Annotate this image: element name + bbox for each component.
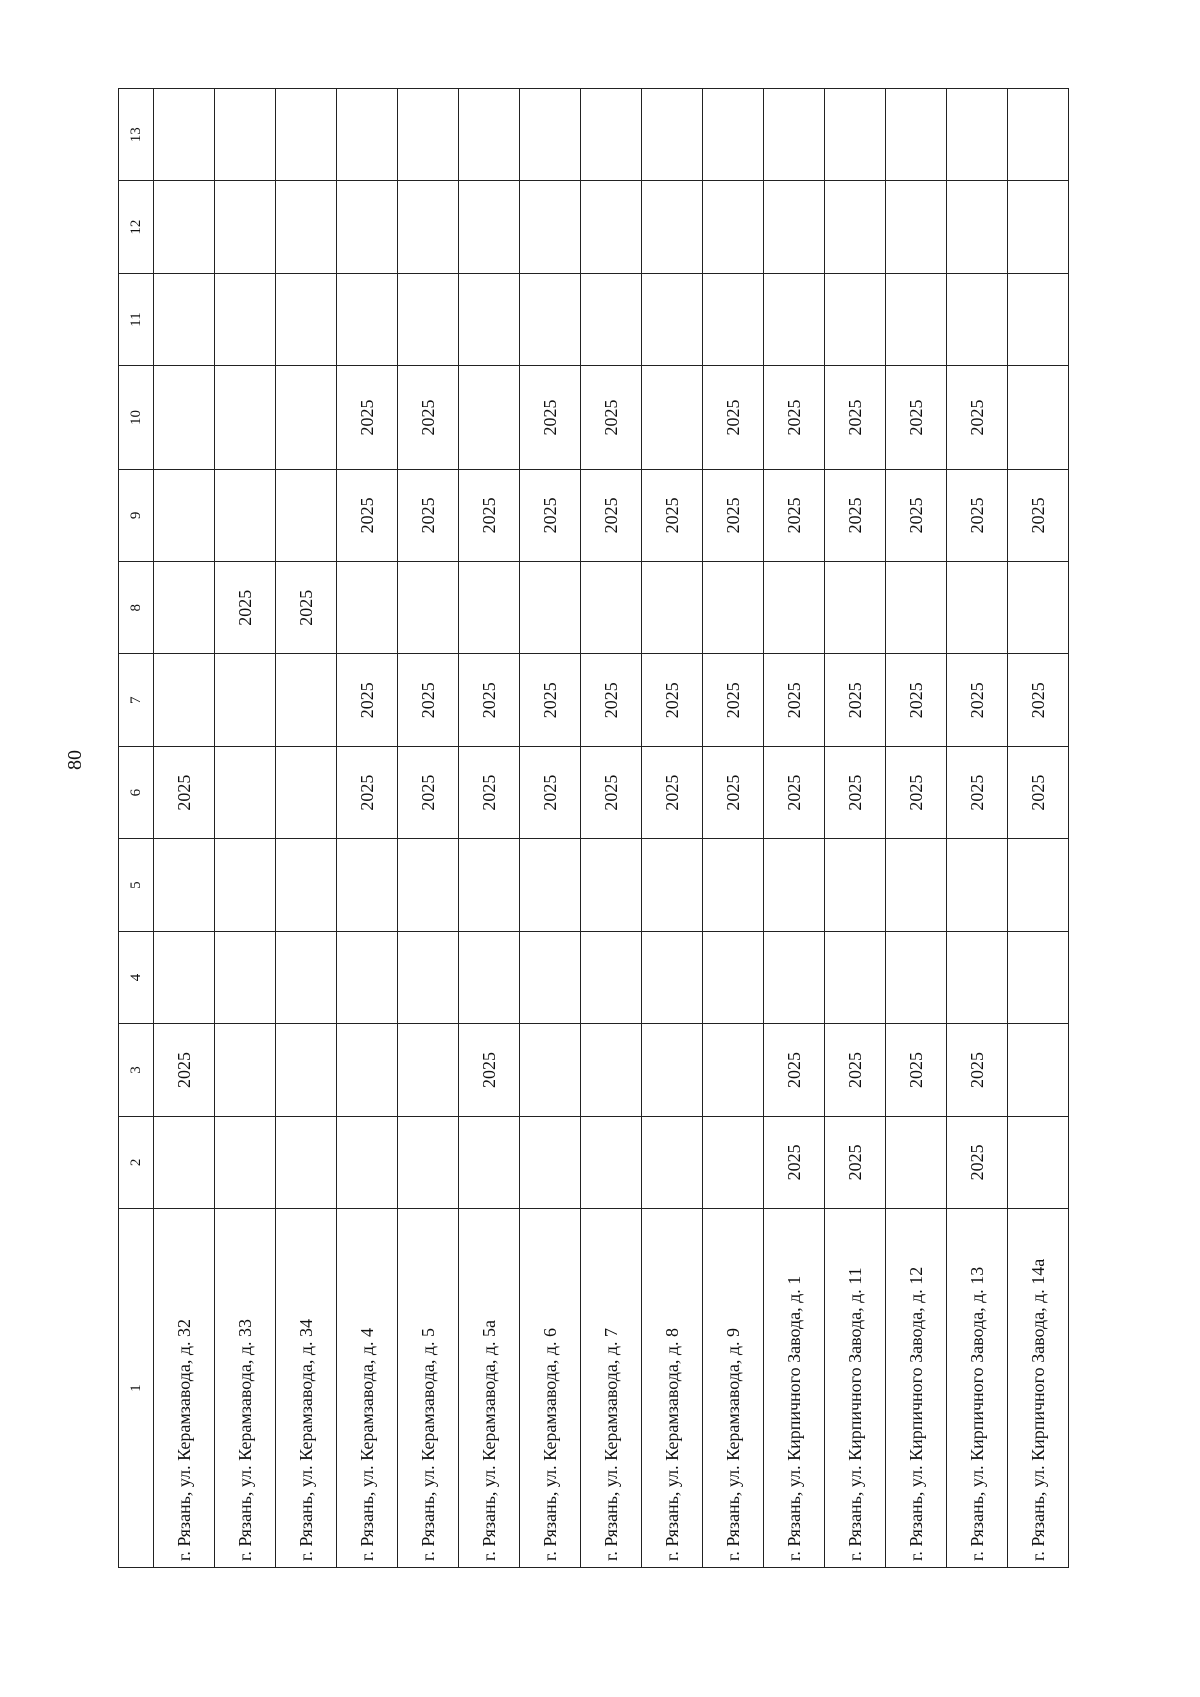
year-cell	[337, 273, 398, 365]
year-cell	[1008, 839, 1069, 931]
table-row	[1008, 89, 1069, 1568]
year-cell	[703, 1116, 764, 1208]
year-cell: 2025	[764, 746, 825, 838]
year-cell	[703, 931, 764, 1023]
year-cell	[459, 1116, 520, 1208]
year-cell	[1008, 1024, 1069, 1116]
year-cell	[459, 273, 520, 365]
year-cell: 2025	[276, 562, 337, 654]
year-cell	[276, 931, 337, 1023]
year-cell	[276, 181, 337, 273]
year-cell	[215, 654, 276, 746]
address-cell: г. Рязань, ул. Керамзавода, д. 33	[215, 1209, 276, 1568]
year-cell	[825, 931, 886, 1023]
year-cell	[642, 89, 703, 181]
address-cell: г. Рязань, ул. Керамзавода, д. 6	[520, 1209, 581, 1568]
column-header-2: 2	[119, 1116, 154, 1208]
year-cell	[337, 562, 398, 654]
year-cell	[215, 89, 276, 181]
year-cell	[947, 273, 1008, 365]
year-cell	[581, 89, 642, 181]
year-cell	[276, 1024, 337, 1116]
year-cell	[703, 181, 764, 273]
column-header-12: 12	[119, 181, 154, 273]
column-header-13: 13	[119, 89, 154, 181]
year-cell: 2025	[337, 654, 398, 746]
year-cell: 2025	[459, 746, 520, 838]
year-cell	[642, 273, 703, 365]
year-cell	[520, 562, 581, 654]
address-cell: г. Рязань, ул. Кирпичного Завода, д. 12	[886, 1209, 947, 1568]
year-cell: 2025	[581, 366, 642, 469]
year-cell	[154, 469, 215, 561]
year-cell	[764, 931, 825, 1023]
year-cell	[764, 89, 825, 181]
year-cell	[398, 1116, 459, 1208]
year-cell	[276, 1116, 337, 1208]
year-cell	[520, 1024, 581, 1116]
address-cell: г. Рязань, ул. Кирпичного Завода, д. 13	[947, 1209, 1008, 1568]
year-cell: 2025	[398, 366, 459, 469]
year-cell	[520, 181, 581, 273]
year-cell	[764, 181, 825, 273]
year-cell: 2025	[703, 366, 764, 469]
address-cell: г. Рязань, ул. Керамзавода, д. 4	[337, 1209, 398, 1568]
year-cell	[154, 562, 215, 654]
year-cell	[398, 931, 459, 1023]
year-cell: 2025	[337, 469, 398, 561]
column-header-10: 10	[119, 366, 154, 469]
year-cell: 2025	[947, 1024, 1008, 1116]
table-row	[276, 89, 337, 1568]
year-cell: 2025	[947, 654, 1008, 746]
year-cell	[1008, 1116, 1069, 1208]
year-cell	[337, 1024, 398, 1116]
table-row	[337, 89, 398, 1568]
year-cell	[886, 839, 947, 931]
year-cell: 2025	[703, 654, 764, 746]
year-cell	[398, 1024, 459, 1116]
table-container	[118, 88, 1078, 1568]
year-cell	[581, 1116, 642, 1208]
table-row	[459, 89, 520, 1568]
year-cell	[154, 273, 215, 365]
year-cell: 2025	[581, 654, 642, 746]
address-cell: г. Рязань, ул. Керамзавода, д. 5а	[459, 1209, 520, 1568]
year-cell: 2025	[886, 1024, 947, 1116]
year-cell	[947, 181, 1008, 273]
year-cell	[1008, 562, 1069, 654]
year-cell: 2025	[642, 654, 703, 746]
year-cell	[215, 746, 276, 838]
year-cell	[764, 839, 825, 931]
column-header-9: 9	[119, 469, 154, 561]
year-cell	[520, 89, 581, 181]
year-cell	[764, 273, 825, 365]
year-cell: 2025	[703, 469, 764, 561]
column-header-7: 7	[119, 654, 154, 746]
year-cell: 2025	[520, 366, 581, 469]
year-cell	[581, 839, 642, 931]
year-cell: 2025	[947, 746, 1008, 838]
year-cell	[459, 562, 520, 654]
year-cell	[215, 181, 276, 273]
year-cell	[642, 839, 703, 931]
table-body	[154, 89, 1069, 1568]
year-cell	[215, 366, 276, 469]
year-cell	[520, 1116, 581, 1208]
year-cell	[215, 273, 276, 365]
year-cell	[337, 89, 398, 181]
year-cell	[337, 181, 398, 273]
year-cell: 2025	[886, 366, 947, 469]
year-cell	[581, 181, 642, 273]
year-cell: 2025	[337, 366, 398, 469]
year-cell	[276, 89, 337, 181]
year-cell	[581, 273, 642, 365]
address-cell: г. Рязань, ул. Кирпичного Завода, д. 1	[764, 1209, 825, 1568]
year-cell: 2025	[764, 654, 825, 746]
year-cell	[642, 1024, 703, 1116]
year-cell	[825, 89, 886, 181]
year-cell	[642, 181, 703, 273]
year-cell: 2025	[642, 746, 703, 838]
year-cell	[154, 366, 215, 469]
year-cell	[947, 562, 1008, 654]
year-cell	[1008, 931, 1069, 1023]
year-cell	[703, 1024, 764, 1116]
year-cell	[825, 839, 886, 931]
table-row	[581, 89, 642, 1568]
header-row	[119, 89, 154, 1568]
year-cell: 2025	[1008, 654, 1069, 746]
year-cell	[703, 562, 764, 654]
year-cell	[520, 931, 581, 1023]
column-header-5: 5	[119, 839, 154, 931]
year-cell: 2025	[520, 469, 581, 561]
schedule-table	[118, 88, 1069, 1568]
year-cell	[825, 562, 886, 654]
year-cell: 2025	[398, 654, 459, 746]
year-cell: 2025	[764, 1116, 825, 1208]
year-cell	[459, 89, 520, 181]
address-cell: г. Рязань, ул. Керамзавода, д. 8	[642, 1209, 703, 1568]
year-cell	[398, 89, 459, 181]
year-cell: 2025	[886, 469, 947, 561]
year-cell	[947, 839, 1008, 931]
column-header-8: 8	[119, 562, 154, 654]
year-cell: 2025	[825, 746, 886, 838]
table-row	[154, 89, 215, 1568]
year-cell: 2025	[825, 1024, 886, 1116]
year-cell	[276, 654, 337, 746]
year-cell: 2025	[825, 469, 886, 561]
year-cell: 2025	[1008, 746, 1069, 838]
year-cell	[276, 839, 337, 931]
year-cell: 2025	[398, 746, 459, 838]
year-cell	[276, 366, 337, 469]
year-cell: 2025	[459, 654, 520, 746]
year-cell	[581, 1024, 642, 1116]
address-cell: г. Рязань, ул. Керамзавода, д. 7	[581, 1209, 642, 1568]
year-cell: 2025	[886, 654, 947, 746]
year-cell	[154, 89, 215, 181]
year-cell	[276, 746, 337, 838]
address-cell: г. Рязань, ул. Керамзавода, д. 9	[703, 1209, 764, 1568]
year-cell	[154, 931, 215, 1023]
address-cell: г. Рязань, ул. Керамзавода, д. 32	[154, 1209, 215, 1568]
year-cell: 2025	[764, 469, 825, 561]
address-cell: г. Рязань, ул. Кирпичного Завода, д. 14а	[1008, 1209, 1069, 1568]
year-cell: 2025	[764, 366, 825, 469]
table-row	[520, 89, 581, 1568]
year-cell	[886, 562, 947, 654]
year-cell	[154, 1116, 215, 1208]
table-row	[947, 89, 1008, 1568]
year-cell: 2025	[520, 654, 581, 746]
year-cell	[520, 839, 581, 931]
year-cell	[398, 562, 459, 654]
year-cell: 2025	[1008, 469, 1069, 561]
year-cell: 2025	[886, 746, 947, 838]
table-row	[886, 89, 947, 1568]
year-cell	[764, 562, 825, 654]
column-header-1: 1	[119, 1209, 154, 1568]
year-cell	[947, 931, 1008, 1023]
year-cell	[947, 89, 1008, 181]
year-cell	[642, 562, 703, 654]
year-cell	[1008, 273, 1069, 365]
year-cell: 2025	[764, 1024, 825, 1116]
year-cell: 2025	[825, 1116, 886, 1208]
year-cell	[886, 181, 947, 273]
table-row	[398, 89, 459, 1568]
year-cell: 2025	[520, 746, 581, 838]
year-cell	[1008, 366, 1069, 469]
year-cell: 2025	[154, 1024, 215, 1116]
year-cell: 2025	[642, 469, 703, 561]
year-cell	[215, 1024, 276, 1116]
year-cell	[154, 181, 215, 273]
table-row	[215, 89, 276, 1568]
year-cell	[215, 469, 276, 561]
table-row	[764, 89, 825, 1568]
column-header-4: 4	[119, 931, 154, 1023]
year-cell	[703, 839, 764, 931]
year-cell	[581, 931, 642, 1023]
table-row	[703, 89, 764, 1568]
year-cell	[154, 654, 215, 746]
year-cell: 2025	[337, 746, 398, 838]
year-cell: 2025	[215, 562, 276, 654]
year-cell	[398, 839, 459, 931]
table-row	[825, 89, 886, 1568]
year-cell	[825, 181, 886, 273]
year-cell	[154, 839, 215, 931]
year-cell	[703, 89, 764, 181]
year-cell: 2025	[825, 366, 886, 469]
year-cell	[459, 931, 520, 1023]
year-cell	[703, 273, 764, 365]
year-cell: 2025	[581, 746, 642, 838]
year-cell	[642, 931, 703, 1023]
year-cell	[398, 181, 459, 273]
year-cell	[886, 273, 947, 365]
year-cell: 2025	[947, 469, 1008, 561]
year-cell: 2025	[398, 469, 459, 561]
year-cell	[215, 839, 276, 931]
column-header-6: 6	[119, 746, 154, 838]
column-header-3: 3	[119, 1024, 154, 1116]
address-cell: г. Рязань, ул. Керамзавода, д. 5	[398, 1209, 459, 1568]
year-cell	[642, 1116, 703, 1208]
address-cell: г. Рязань, ул. Керамзавода, д. 34	[276, 1209, 337, 1568]
year-cell: 2025	[459, 1024, 520, 1116]
year-cell	[886, 89, 947, 181]
year-cell: 2025	[581, 469, 642, 561]
year-cell	[215, 931, 276, 1023]
year-cell	[215, 1116, 276, 1208]
year-cell: 2025	[154, 746, 215, 838]
year-cell: 2025	[703, 746, 764, 838]
address-cell: г. Рязань, ул. Кирпичного Завода, д. 11	[825, 1209, 886, 1568]
year-cell	[459, 839, 520, 931]
year-cell: 2025	[947, 366, 1008, 469]
year-cell: 2025	[825, 654, 886, 746]
year-cell	[825, 273, 886, 365]
column-header-11: 11	[119, 273, 154, 365]
year-cell	[1008, 181, 1069, 273]
year-cell	[581, 562, 642, 654]
year-cell	[1008, 89, 1069, 181]
year-cell	[398, 273, 459, 365]
year-cell	[459, 366, 520, 469]
year-cell	[886, 931, 947, 1023]
year-cell: 2025	[947, 1116, 1008, 1208]
year-cell	[337, 1116, 398, 1208]
page-number: 80	[64, 750, 86, 770]
year-cell: 2025	[459, 469, 520, 561]
year-cell	[886, 1116, 947, 1208]
year-cell	[520, 273, 581, 365]
year-cell	[276, 273, 337, 365]
year-cell	[276, 469, 337, 561]
year-cell	[337, 839, 398, 931]
table-row	[642, 89, 703, 1568]
year-cell	[337, 931, 398, 1023]
year-cell	[642, 366, 703, 469]
year-cell	[459, 181, 520, 273]
